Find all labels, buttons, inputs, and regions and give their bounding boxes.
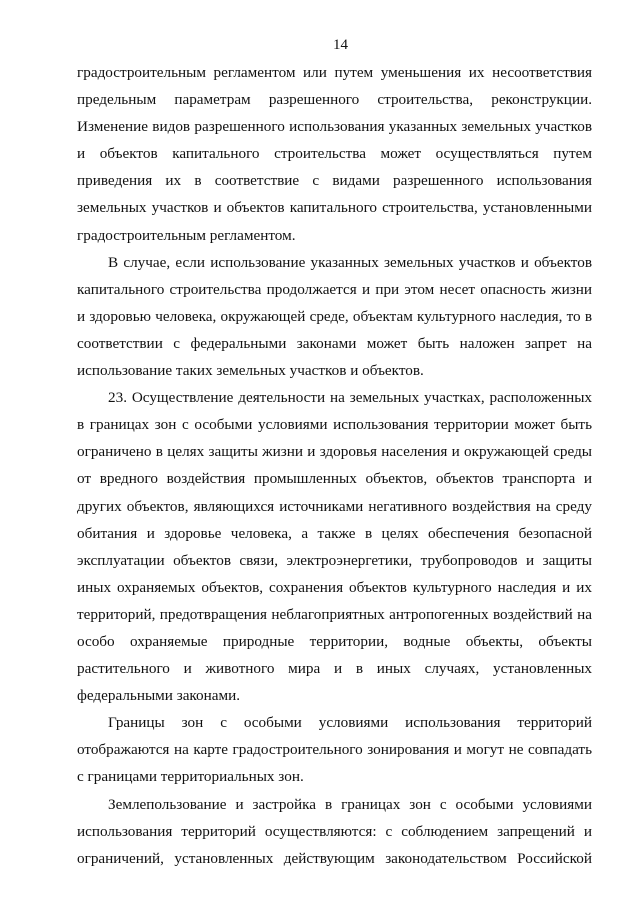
paragraph-regulation-continuation: градостроительным регламентом или путем уменьшения их несоответствия предельным параметрам разрешенного строительства, реконструкции. Изменение видов разрешенного использования указанных земельных участков и объектов капитального строительства может осуществляться путем приведения их в соответствие с видами разрешенного использования земельных участков и объектов капитального строительства, установленными градостроительным регламентом. <box>77 64 592 244</box>
paragraph-item-23: 23. Осуществление деятельности на земельных участках, расположенных в границах зон с особыми условиями использования территории может быть ограничено в целях защиты жизни и здоровья населения и окружающей среды от вредного воздействия промышленных объектов, объектов транспорта и других объектов, являющихся источниками негативного воздействия на среду обитания и здоровье человека, а также в целях обеспечения безопасной эксплуатации объектов связи, электроэнергетики, трубопроводов и защиты иных охраняемых объектов, сохранения объектов культурного наследия и их территорий, предотвращения неблагоприятных антропогенных воздействий на особо охраняемые природные территории, водные объекты, объекты растительного и животного мира и в иных случаях, установленных федеральными законами. <box>77 389 592 705</box>
paragraph-use-prohibition: В случае, если использование указанных земельных участков и объектов капитального строительства продолжается и при этом несет опасность жизни и здоровью человека, окружающей среде, объектам культурного наследия, то в соответствии с федеральными законами может быть наложен запрет на использование таких земельных участков и объектов. <box>77 253 592 380</box>
paragraph-land-use: Землепользование и застройка в границах зон с особыми условиями использования территорий осуществляются: с соблюдением запрещений и ограничений, установленных действующим законодательством Российской <box>77 795 592 867</box>
paragraph-zone-boundaries: Границы зон с особыми условиями использования территорий отображаются на карте градостроительного зонирования и могут не совпадать с границами территориальных зон. <box>77 714 592 786</box>
page-number: 14 <box>333 37 348 53</box>
